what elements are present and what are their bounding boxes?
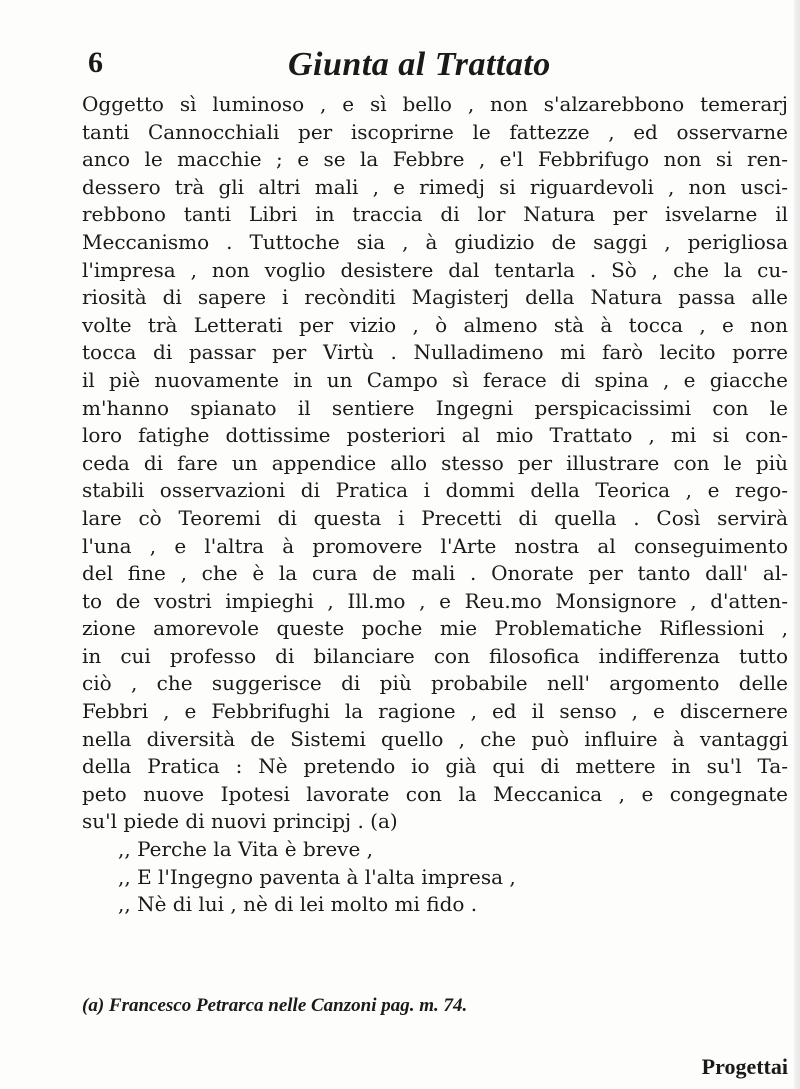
verse-quotation [82,836,788,919]
text-line: m'hanno spianato il sentiere Ingegni perspicacissimi con le [82,395,788,420]
text-line: del fine , che è la cura de mali . Onorate per tanto dall' al- [82,561,788,586]
text-line: ciò , che suggerisce di più probabile nell' argomento delle [82,671,788,696]
text-line: zione amorevole queste poche mie Problematiche Riflessioni , [82,616,788,641]
text-line: nella diversità de Sistemi quello , che può influire à vantaggi [82,726,788,751]
text-line: peto nuove Ipotesi lavorate con la Meccanica , e congegnate [82,781,788,806]
page-number: 6 [88,46,103,79]
verse-line: ,, E l'Ingegno paventa à l'alta impresa , [118,864,516,889]
text-line: in cui professo di bilanciare con filosofica indifferenza tutto [82,643,788,668]
text-line: Oggetto sì luminoso , e sì bello , non s'alzarebbono temerarj [82,92,788,116]
text-line: ceda di fare un appendice allo stesso per illustrare con le più [82,450,788,475]
text-line: lare cò Teoremi di questa i Precetti di quella . Così servirà [82,505,788,530]
verse-line: ,, Perche la Vita è breve , [118,837,374,862]
text-line: il piè nuovamente in un Campo sì ferace di spina , e giacche [82,367,788,392]
text-line: volte trà Letterati per vizio , ò almeno stà à tocca , e non [82,312,788,337]
text-line: tocca di passar per Virtù . Nulladimeno mi farò lecito porre [82,340,788,365]
footnote: (a) Francesco Petrarca nelle Canzoni pag. m. 74. [82,995,468,1016]
text-line: l'impresa , non voglio desistere dal tentarla . Sò , che la cu- [82,257,788,282]
text-line: stabili osservazioni di Pratica i dommi della Teorica , e rego- [82,478,788,503]
text-line: della Pratica : Nè pretendo io già qui di mettere in su'l Ta- [82,754,788,779]
text-line: l'una , e l'altra à promovere l'Arte nostra al conseguimento [82,533,788,558]
text-line: Meccanismo . Tuttoche sia , à giudizio de saggi , perigliosa [82,229,788,254]
prose-block [82,91,788,836]
text-line: su'l piede di nuovi principj . (a) [82,809,398,834]
text-line: riosità di sapere i recònditi Magisterj della Natura passa alle [82,285,788,310]
text-line: tanti Cannocchiali per iscoprirne le fattezze , ed osservarne [82,119,788,144]
text-line: Febbri , e Febbrifughi la ragione , ed il senso , e discernere [82,699,788,724]
text-line: rebbono tanti Libri in traccia di lor Natura per isvelarne il [82,202,788,227]
page-header [88,46,788,96]
page-edge [794,0,800,1089]
verse-line: ,, Nè di lui , nè di lei molto mi fido . [118,892,478,917]
text-line: dessero trà gli altri mali , e rimedj si riguardevoli , non usci- [82,174,788,199]
running-title: Giunta al Trattato [288,46,551,83]
catchword: Progettai [701,1054,788,1079]
text-line: to de vostri impieghi , Ill.mo , e Reu.mo Monsignore , d'atten- [82,588,788,613]
text-line: loro fatighe dottissime posteriori al mio Trattato , mi si con- [82,423,788,448]
text-line: anco le macchie ; e se la Febbre , e'l Febbrifugo non si ren- [82,147,788,172]
